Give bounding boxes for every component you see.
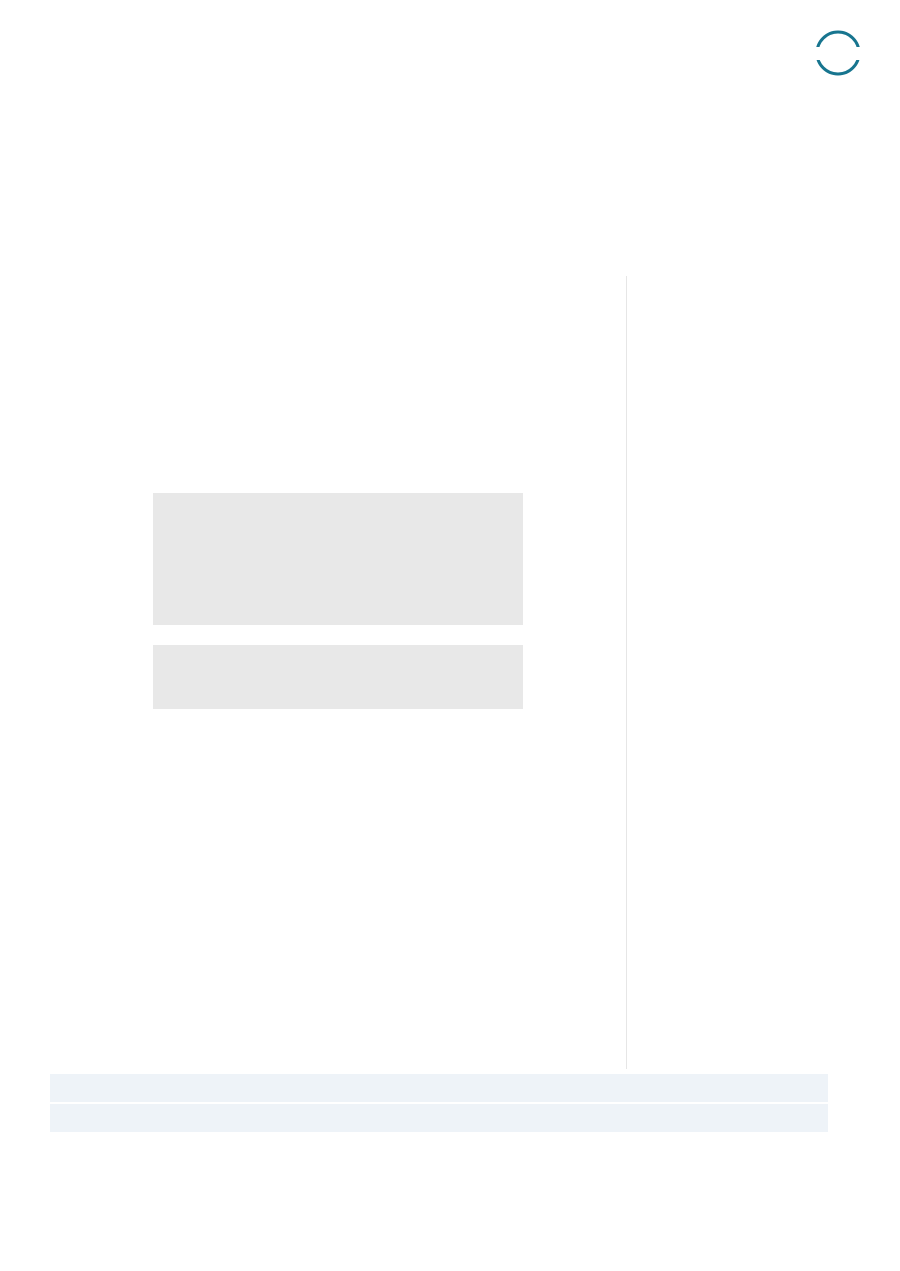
judgement-label (50, 1074, 828, 1102)
judgement-value (50, 1104, 828, 1132)
sml-logo (813, 28, 863, 78)
ideogram-figure (153, 493, 523, 709)
report-image (50, 276, 627, 1069)
